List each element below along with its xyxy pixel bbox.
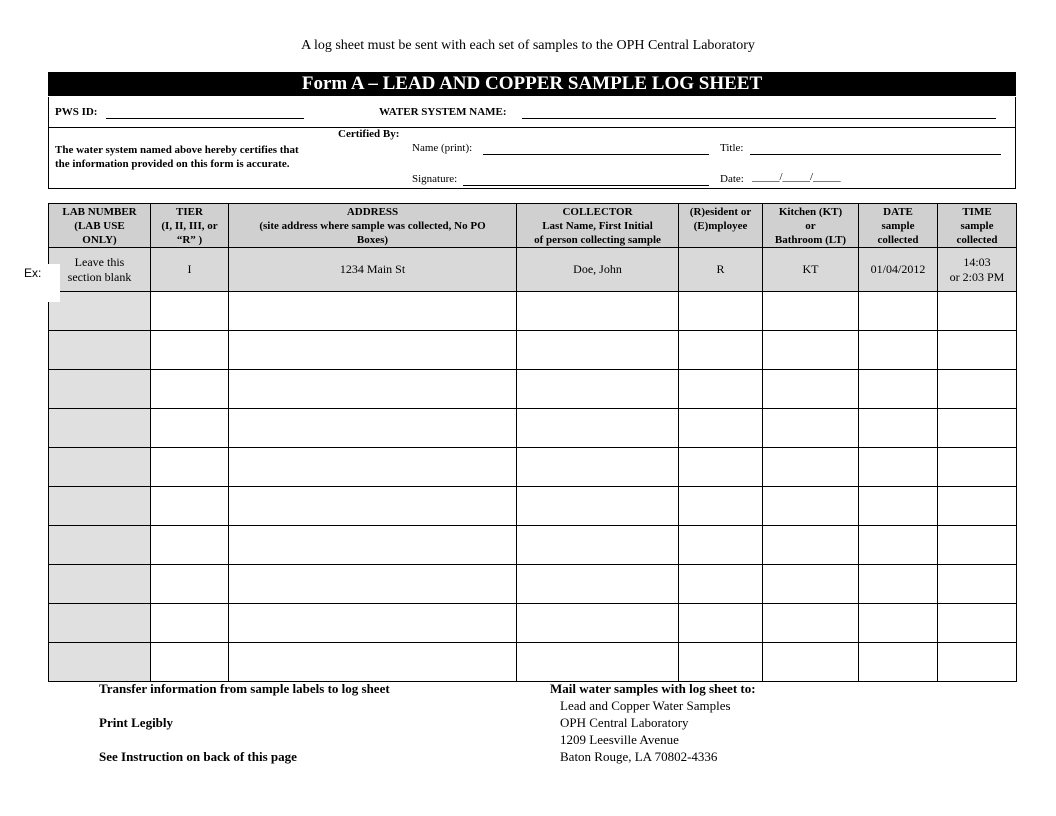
cell-lab-number [49,565,151,604]
date-field[interactable]: _____/_____/_____ [752,171,841,183]
table-row [49,565,1017,604]
cell-date[interactable] [859,292,938,331]
cell-tier[interactable] [151,487,229,526]
cell-date[interactable] [859,331,938,370]
cell-location[interactable] [763,448,859,487]
cell-collector[interactable] [517,565,679,604]
table-row [49,409,1017,448]
title-field[interactable] [750,154,1001,155]
table-row [49,526,1017,565]
cell-location[interactable] [763,370,859,409]
certification-text-2: the information provided on this form is accurate. [55,158,290,170]
form-title: Form A – LEAD AND COPPER SAMPLE LOG SHEET [48,72,1016,96]
cell-tier[interactable] [151,643,229,682]
top-note: A log sheet must be sent with each set of samples to the OPH Central Laboratory [301,38,755,53]
cell-time[interactable] [938,331,1017,370]
cell-address[interactable] [229,487,517,526]
cell-lab-number [49,409,151,448]
cell-location[interactable] [763,604,859,643]
col-resident-employee: (R)esident or (E)mployee [679,204,763,248]
cell-tier[interactable] [151,526,229,565]
example-time: 14:03 or 2:03 PM [938,248,1017,292]
cell-date[interactable] [859,409,938,448]
table-header-row [49,204,1017,248]
sample-log-table [48,203,1017,682]
cell-tier[interactable] [151,292,229,331]
cell-address[interactable] [229,331,517,370]
cell-time[interactable] [938,526,1017,565]
cell-address[interactable] [229,643,517,682]
mail-address-line-2: OPH Central Laboratory [560,715,689,730]
example-row [49,248,1017,292]
cell-lab-number [49,448,151,487]
col-address: ADDRESS (site address where sample was collected, No PO Boxes) [229,204,517,248]
cell-collector[interactable] [517,604,679,643]
cell-resident[interactable] [679,448,763,487]
mail-address-line-4: Baton Rouge, LA 70802-4336 [560,749,718,764]
cell-time[interactable] [938,448,1017,487]
col-time: TIME sample collected [938,204,1017,248]
cell-collector[interactable] [517,409,679,448]
cell-address[interactable] [229,604,517,643]
cell-collector[interactable] [517,643,679,682]
cell-location[interactable] [763,292,859,331]
cell-collector[interactable] [517,487,679,526]
cell-resident[interactable] [679,370,763,409]
cell-address[interactable] [229,409,517,448]
pws-id-field[interactable] [106,118,304,119]
cell-resident[interactable] [679,604,763,643]
cell-lab-number [49,370,151,409]
cell-location[interactable] [763,409,859,448]
table-row [49,487,1017,526]
footer-mail-label: Mail water samples with log sheet to: [550,681,756,696]
example-lab-number: Leave this section blank [49,248,151,292]
cell-date[interactable] [859,526,938,565]
title-label: Title: [720,142,744,154]
mail-address-line-1: Lead and Copper Water Samples [560,698,731,713]
col-collector: COLLECTOR Last Name, First Initial of person collecting sample [517,204,679,248]
table-row [49,643,1017,682]
date-label: Date: [720,173,744,185]
cell-resident[interactable] [679,292,763,331]
cell-address[interactable] [229,448,517,487]
pws-section [48,97,1016,128]
cell-location[interactable] [763,487,859,526]
water-system-label: WATER SYSTEM NAME: [379,106,507,118]
cell-resident[interactable] [679,331,763,370]
cell-time[interactable] [938,370,1017,409]
col-date: DATE sample collected [859,204,938,248]
certification-section [48,127,1016,189]
cell-location[interactable] [763,565,859,604]
table-row [49,448,1017,487]
cell-lab-number [49,292,151,331]
cell-date[interactable] [859,370,938,409]
cell-address[interactable] [229,292,517,331]
certification-text-1: The water system named above hereby certifies that [55,144,299,156]
cell-tier[interactable] [151,604,229,643]
footer-transfer: Transfer information from sample labels to log sheet [99,681,390,696]
cell-time[interactable] [938,487,1017,526]
col-tier: TIER (I, II, III, or “R” ) [151,204,229,248]
table-row [49,604,1017,643]
table-row [49,370,1017,409]
name-label: Name (print): [412,142,473,154]
footer-see-instructions: See Instruction on back of this page [99,749,297,764]
cell-lab-number [49,526,151,565]
cell-resident[interactable] [679,526,763,565]
cell-tier[interactable] [151,565,229,604]
cell-time[interactable] [938,604,1017,643]
cell-time[interactable] [938,409,1017,448]
cell-time[interactable] [938,292,1017,331]
cell-date[interactable] [859,448,938,487]
cell-time[interactable] [938,643,1017,682]
cell-time[interactable] [938,565,1017,604]
cell-location[interactable] [763,331,859,370]
cell-collector[interactable] [517,448,679,487]
cell-resident[interactable] [679,487,763,526]
cell-location[interactable] [763,526,859,565]
cell-tier[interactable] [151,370,229,409]
table-row [49,292,1017,331]
cell-location[interactable] [763,643,859,682]
cell-tier[interactable] [151,448,229,487]
cell-resident[interactable] [679,643,763,682]
cell-lab-number [49,331,151,370]
cell-date[interactable] [859,604,938,643]
cell-address[interactable] [229,526,517,565]
cell-date[interactable] [859,487,938,526]
example-location: KT [763,248,859,292]
example-label: Ex: [24,264,60,302]
table-row [49,331,1017,370]
example-resident: R [679,248,763,292]
cell-tier[interactable] [151,409,229,448]
signature-field[interactable] [463,185,709,186]
cell-tier[interactable] [151,331,229,370]
cell-address[interactable] [229,370,517,409]
certified-by-label: Certified By: [338,128,400,140]
example-address: 1234 Main St [229,248,517,292]
col-lab-number: LAB NUMBER (LAB USE ONLY) [49,204,151,248]
cell-collector[interactable] [517,331,679,370]
cell-lab-number [49,604,151,643]
mail-address-line-3: 1209 Leesville Avenue [560,732,679,747]
cell-address[interactable] [229,565,517,604]
col-kitchen-bathroom: Kitchen (KT) or Bathroom (LT) [763,204,859,248]
cell-date[interactable] [859,643,938,682]
water-system-field[interactable] [522,118,996,119]
cell-collector[interactable] [517,526,679,565]
footer-print-legibly: Print Legibly [99,715,174,730]
pws-id-label: PWS ID: [55,106,98,118]
example-collector: Doe, John [517,248,679,292]
cell-lab-number [49,643,151,682]
cell-lab-number [49,487,151,526]
cell-date[interactable] [859,565,938,604]
cell-resident[interactable] [679,409,763,448]
example-tier: I [151,248,229,292]
cell-collector[interactable] [517,292,679,331]
name-field[interactable] [483,154,709,155]
example-date: 01/04/2012 [859,248,938,292]
cell-resident[interactable] [679,565,763,604]
cell-collector[interactable] [517,370,679,409]
signature-label: Signature: [412,173,458,185]
